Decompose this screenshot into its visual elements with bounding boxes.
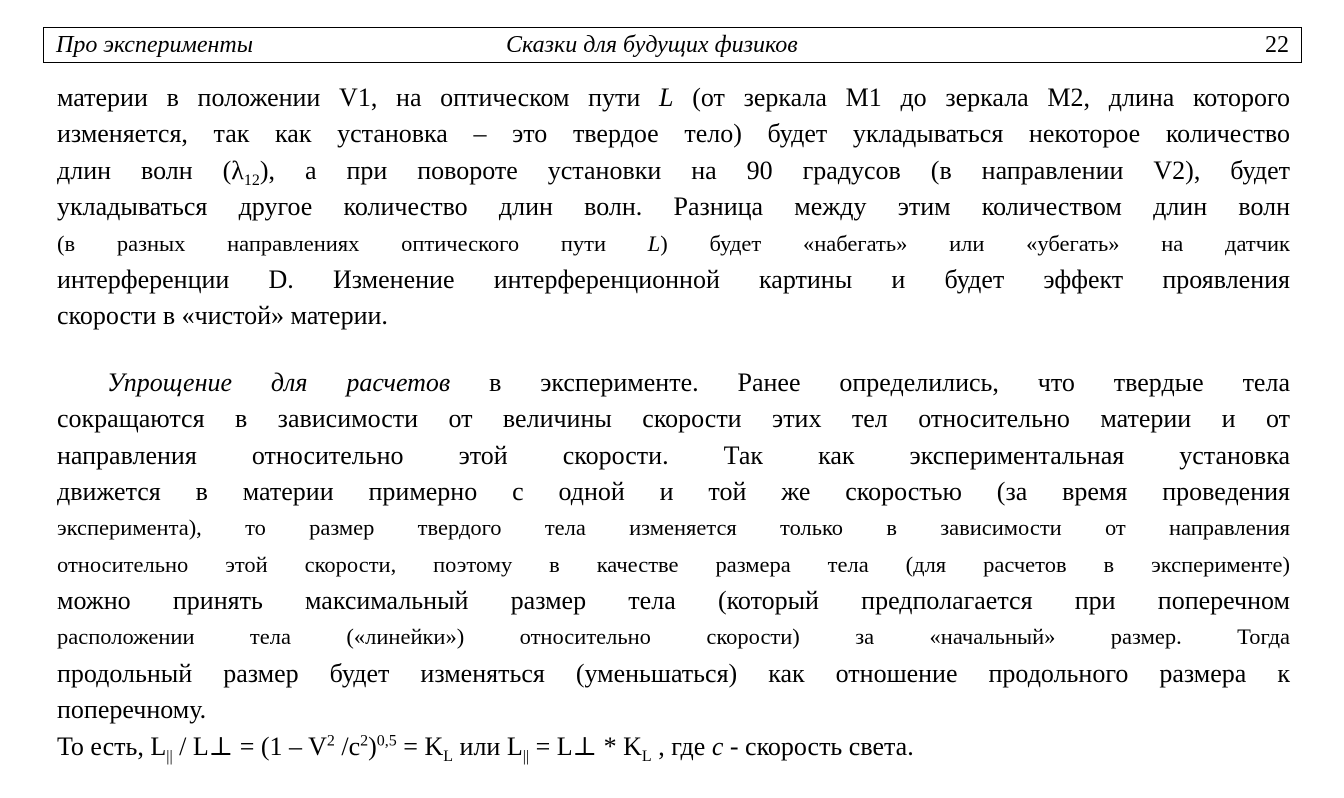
text-line: продольный размер будет изменяться (уменьшаться) как отношение продольного размера к [57, 658, 1290, 688]
paragraph-2 [57, 365, 1290, 729]
text-line: эксперимента), то размер твердого тела изменяется только в зависимости от направления [57, 515, 1290, 541]
text-line: можно принять максимальный размер тела (который предполагается при поперечном [57, 586, 1290, 616]
text-line: укладываться другое количество длин волн. Разница между этим количеством длин волн [57, 192, 1290, 222]
formula-text: То есть, $L_{||}$ / L⊥ = ($1 - V^2$ $/c^2)^{0,5} = K_L$ или $L_{||}$ = L⊥ * $K_L$ , где c - скорость света. [57, 731, 914, 765]
text-line: относительно этой скорости, поэтому в качестве размера тела (для расчетов в эксперименте) [57, 551, 1290, 577]
paragraph-gap [57, 335, 1290, 365]
header-section-title: Про эксперименты [56, 32, 253, 58]
page-number: 22 [1265, 32, 1289, 58]
formula-line [57, 729, 1290, 765]
text-line: (в разных направлениях оптического пути L) будет «набегать» или «убегать» на датчик [57, 230, 1290, 256]
header-book-title: Сказки для будущих физиков [506, 32, 798, 58]
text-line: материи в положении V1, на оптическом пути L (от зеркала М1 до зеркала М2, длина которого [57, 83, 1290, 112]
text-line: сокращаются в зависимости от величины скорости этих тел относительно материи и от [57, 404, 1290, 434]
text-line: расположении тела («линейки») относительно скорости) за «начальный» размер. Тогда [57, 624, 1290, 650]
text-line: изменяется, так как установка – это твердое тело) будет укладываться некоторое количество [57, 119, 1290, 149]
text-line: интерференции D. Изменение интерференционной картины и будет эффект проявления [57, 264, 1290, 294]
text-line: движется в материи примерно с одной и той же скоростью (за время проведения [57, 476, 1290, 506]
paragraph-1 [57, 80, 1290, 335]
page-header [43, 27, 1302, 63]
body-text [57, 80, 1290, 765]
text-line: Упрощение для расчетов в эксперименте. Ранее определились, что твердые тела [107, 367, 1290, 397]
text-line: скорости в «чистой» материи. [57, 301, 388, 331]
text-line: направления относительно этой скорости. Так как экспериментальная установка [57, 440, 1290, 470]
italic-term: Упрощение для расчетов [107, 367, 451, 397]
text-line: длин волн $(\lambda_{12})$, а при повороте установки на 90 градусов (в направлении V2), будет [57, 155, 1290, 189]
text-line: поперечному. [57, 695, 207, 725]
